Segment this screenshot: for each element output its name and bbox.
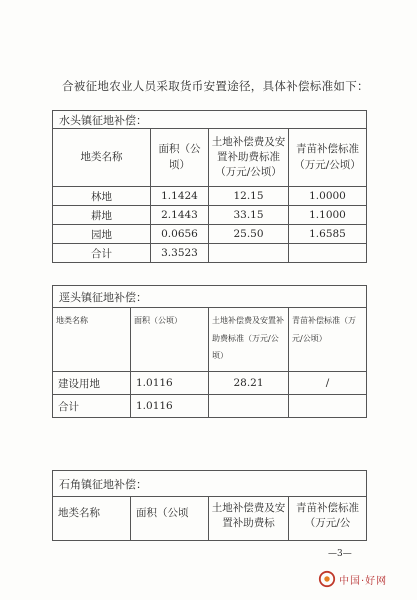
cell-land-compensation: 28.21 (209, 372, 289, 395)
col-header-land-compensation: 土地补偿费及安置补助费标 (209, 497, 289, 541)
cell-area: 1.0116 (131, 372, 209, 395)
table-shuitou (52, 110, 367, 263)
cell-seedling-compensation: / (289, 372, 367, 395)
col-header-land-type: 地类名称 (53, 497, 131, 541)
watermark-logo-icon (318, 570, 336, 588)
col-header-area: 面积（公顷） (131, 308, 209, 372)
cell-total-area: 3.3523 (151, 244, 209, 263)
col-header-land-compensation: 土地补偿费及安置补助费标准（万元/公顷） (209, 129, 289, 187)
col-header-land-type: 地类名称 (53, 129, 151, 187)
col-header-land-type: 地类名称 (53, 308, 131, 372)
cell-area: 1.1424 (151, 187, 209, 206)
cell-seedling-compensation: 1.0000 (289, 187, 367, 206)
intro-paragraph: 合被征地农业人员采取货币安置途径，具体补偿标准如下： (62, 79, 369, 93)
table-title: 逕头镇征地补偿： (53, 286, 367, 308)
table-row (53, 187, 367, 206)
cell-seedling-compensation: 1.6585 (289, 225, 367, 244)
table-title: 石角镇征地补偿： (53, 471, 367, 497)
watermark-text: 中国·好网 (339, 575, 388, 587)
page-number: —3— (328, 549, 352, 559)
table-row (53, 372, 367, 395)
table-row (53, 225, 367, 244)
col-header-seedling-compensation: 青苗补偿标准（万元/公 (289, 497, 367, 541)
cell-seedling-compensation: 1.1000 (289, 206, 367, 225)
col-header-land-compensation: 土地补偿费及安置补助费标准（万元/公顷） (209, 308, 289, 372)
cell-land-compensation: 12.15 (209, 187, 289, 206)
cell-area: 0.0656 (151, 225, 209, 244)
col-header-area: 面积（公顷） (151, 129, 209, 187)
cell-land-type: 耕地 (53, 206, 151, 225)
table-row-total (53, 395, 367, 418)
cell-total-label: 合计 (53, 244, 151, 263)
cell-land-type: 园地 (53, 225, 151, 244)
cell-total-area: 1.0116 (131, 395, 209, 418)
table-shijiao (52, 470, 367, 541)
cell-empty (209, 395, 289, 418)
cell-land-compensation: 33.15 (209, 206, 289, 225)
watermark (318, 570, 387, 588)
cell-total-label: 合计 (53, 395, 131, 418)
cell-empty (289, 395, 367, 418)
cell-empty (289, 244, 367, 263)
col-header-area: 面积（公顷 (131, 497, 209, 541)
col-header-seedling-compensation: 青苗补偿标准（万元/公顷） (289, 129, 367, 187)
cell-land-type: 建设用地 (53, 372, 131, 395)
cell-land-type: 林地 (53, 187, 151, 206)
table-jingtou (52, 285, 367, 418)
table-title: 水头镇征地补偿： (53, 111, 367, 129)
table-row (53, 206, 367, 225)
table-row-total (53, 244, 367, 263)
cell-empty (209, 244, 289, 263)
col-header-seedling-compensation: 青苗补偿标准（万元/公顷） (289, 308, 367, 372)
cell-land-compensation: 25.50 (209, 225, 289, 244)
cell-area: 2.1443 (151, 206, 209, 225)
